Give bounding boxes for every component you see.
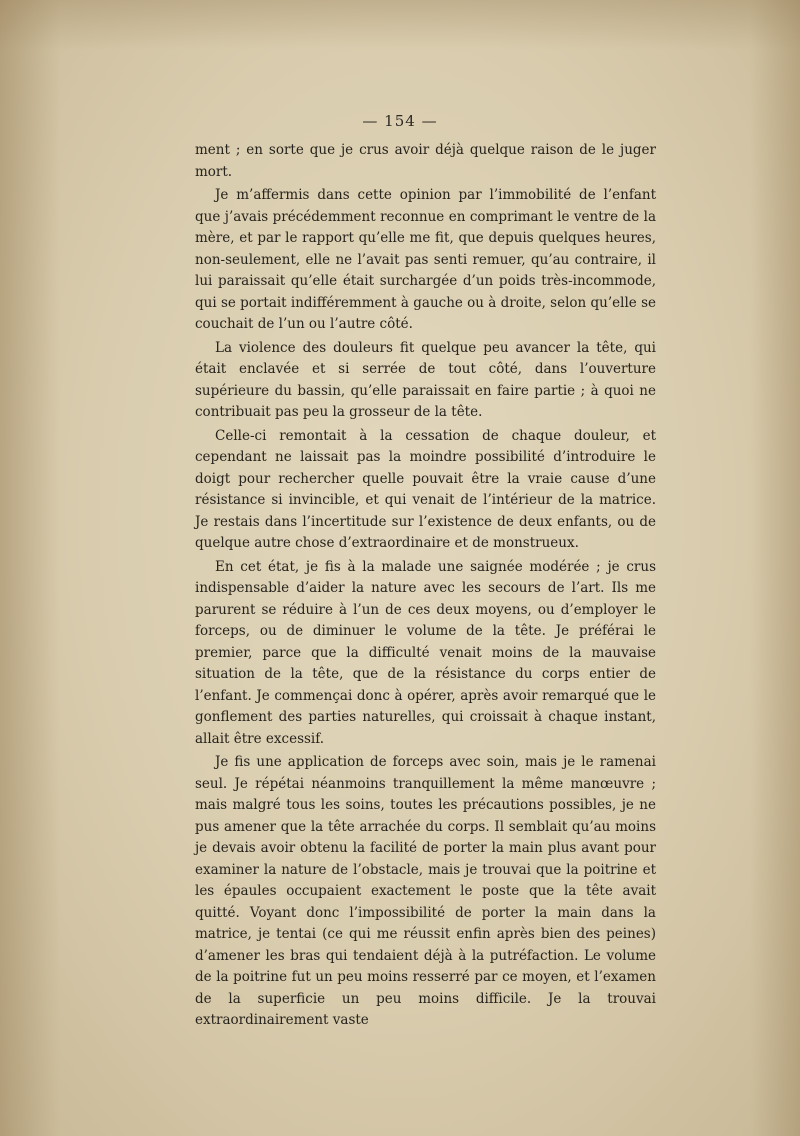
page-edge-shadow-right xyxy=(750,0,800,1136)
paragraph: En cet état, je fis à la malade une saignée modérée ; je crus indispensable d’aider la nature avec les secours de l’art. Ils me parurent se réduire à l’un de ces deux moyens, ou d’employer le forceps, ou de diminuer le volume de la tête. Je préférai le premier, parce que la difficulté venait moins de la mauvaise situation de la tête, que de la résistance du corps entier de l’enfant. Je commençai donc à opérer, après avoir remarqué que le gonflement des parties naturelles, qui croissait à chaque instant, allait être excessif. xyxy=(195,558,656,747)
page-edge-shadow-top xyxy=(0,0,800,50)
page-edge-shadow-left xyxy=(0,0,60,1136)
paragraph: Celle-ci remontait à la cessation de chaque douleur, et cependant ne laissait pas la moindre possibilité d’introduire le doigt pour rechercher quelle pouvait être la vraie cause d’une résistance si invincible, et qui venait de l’intérieur de la matrice. Je restais dans l’incertitude sur l’existence de deux enfants, ou de quelque autre chose d’extraordinaire et de monstrueux. xyxy=(195,427,656,551)
page-number: — 154 — xyxy=(362,112,438,130)
paragraph-continuation: ment ; en sorte que je crus avoir déjà quelque raison de le juger mort. xyxy=(195,142,656,180)
paragraph: La violence des douleurs fit quelque peu avancer la tête, qui était enclavée et si serrée de tout côté, dans l’ouverture supérieure du bassin, qu’elle paraissait en faire partie ; à quoi ne contribuait pas peu la grosseur de la tête. xyxy=(195,339,656,420)
paragraph: Je fis une application de forceps avec soin, mais je le ramenai seul. Je répétai néanmoins tranquillement la même manœuvre ; mais malgré tous les soins, toutes les précautions possibles, je ne pus amener que la tête arrachée du corps. Il semblait qu’au moins je devais avoir obtenu la facilité de porter la main plus avant pour examiner la nature de l’obstacle, mais je trouvai que la poitrine et les épaules occupaient exactement le poste que la tête avait quitté. Voyant donc l’impossibilité de porter la main dans la matrice, je tentai (ce qui me réussit enfin après bien des peines) d’amener les bras qui tendaient déjà à la putréfaction. Le volume de la poitrine fut un peu moins resserré par ce moyen, et l’examen de la superficie un peu moins difficile. Je la trouvai extraordinairement vaste xyxy=(195,754,656,1028)
paragraph: Je m’affermis dans cette opinion par l’immobilité de l’enfant que j’avais précédemment reconnue en comprimant le ventre de la mère, et par le rapport qu’elle me fit, que depuis quelques heures, non-seulement, elle ne l’avait pas senti remuer, qu’au contraire, il lui paraissait qu’elle était surchargée d’un poids très-incommode, qui se portait indifféremment à gauche ou à droite, selon qu’elle se couchait de l’un ou l’autre côté. xyxy=(195,187,656,332)
body-text xyxy=(195,140,656,1034)
